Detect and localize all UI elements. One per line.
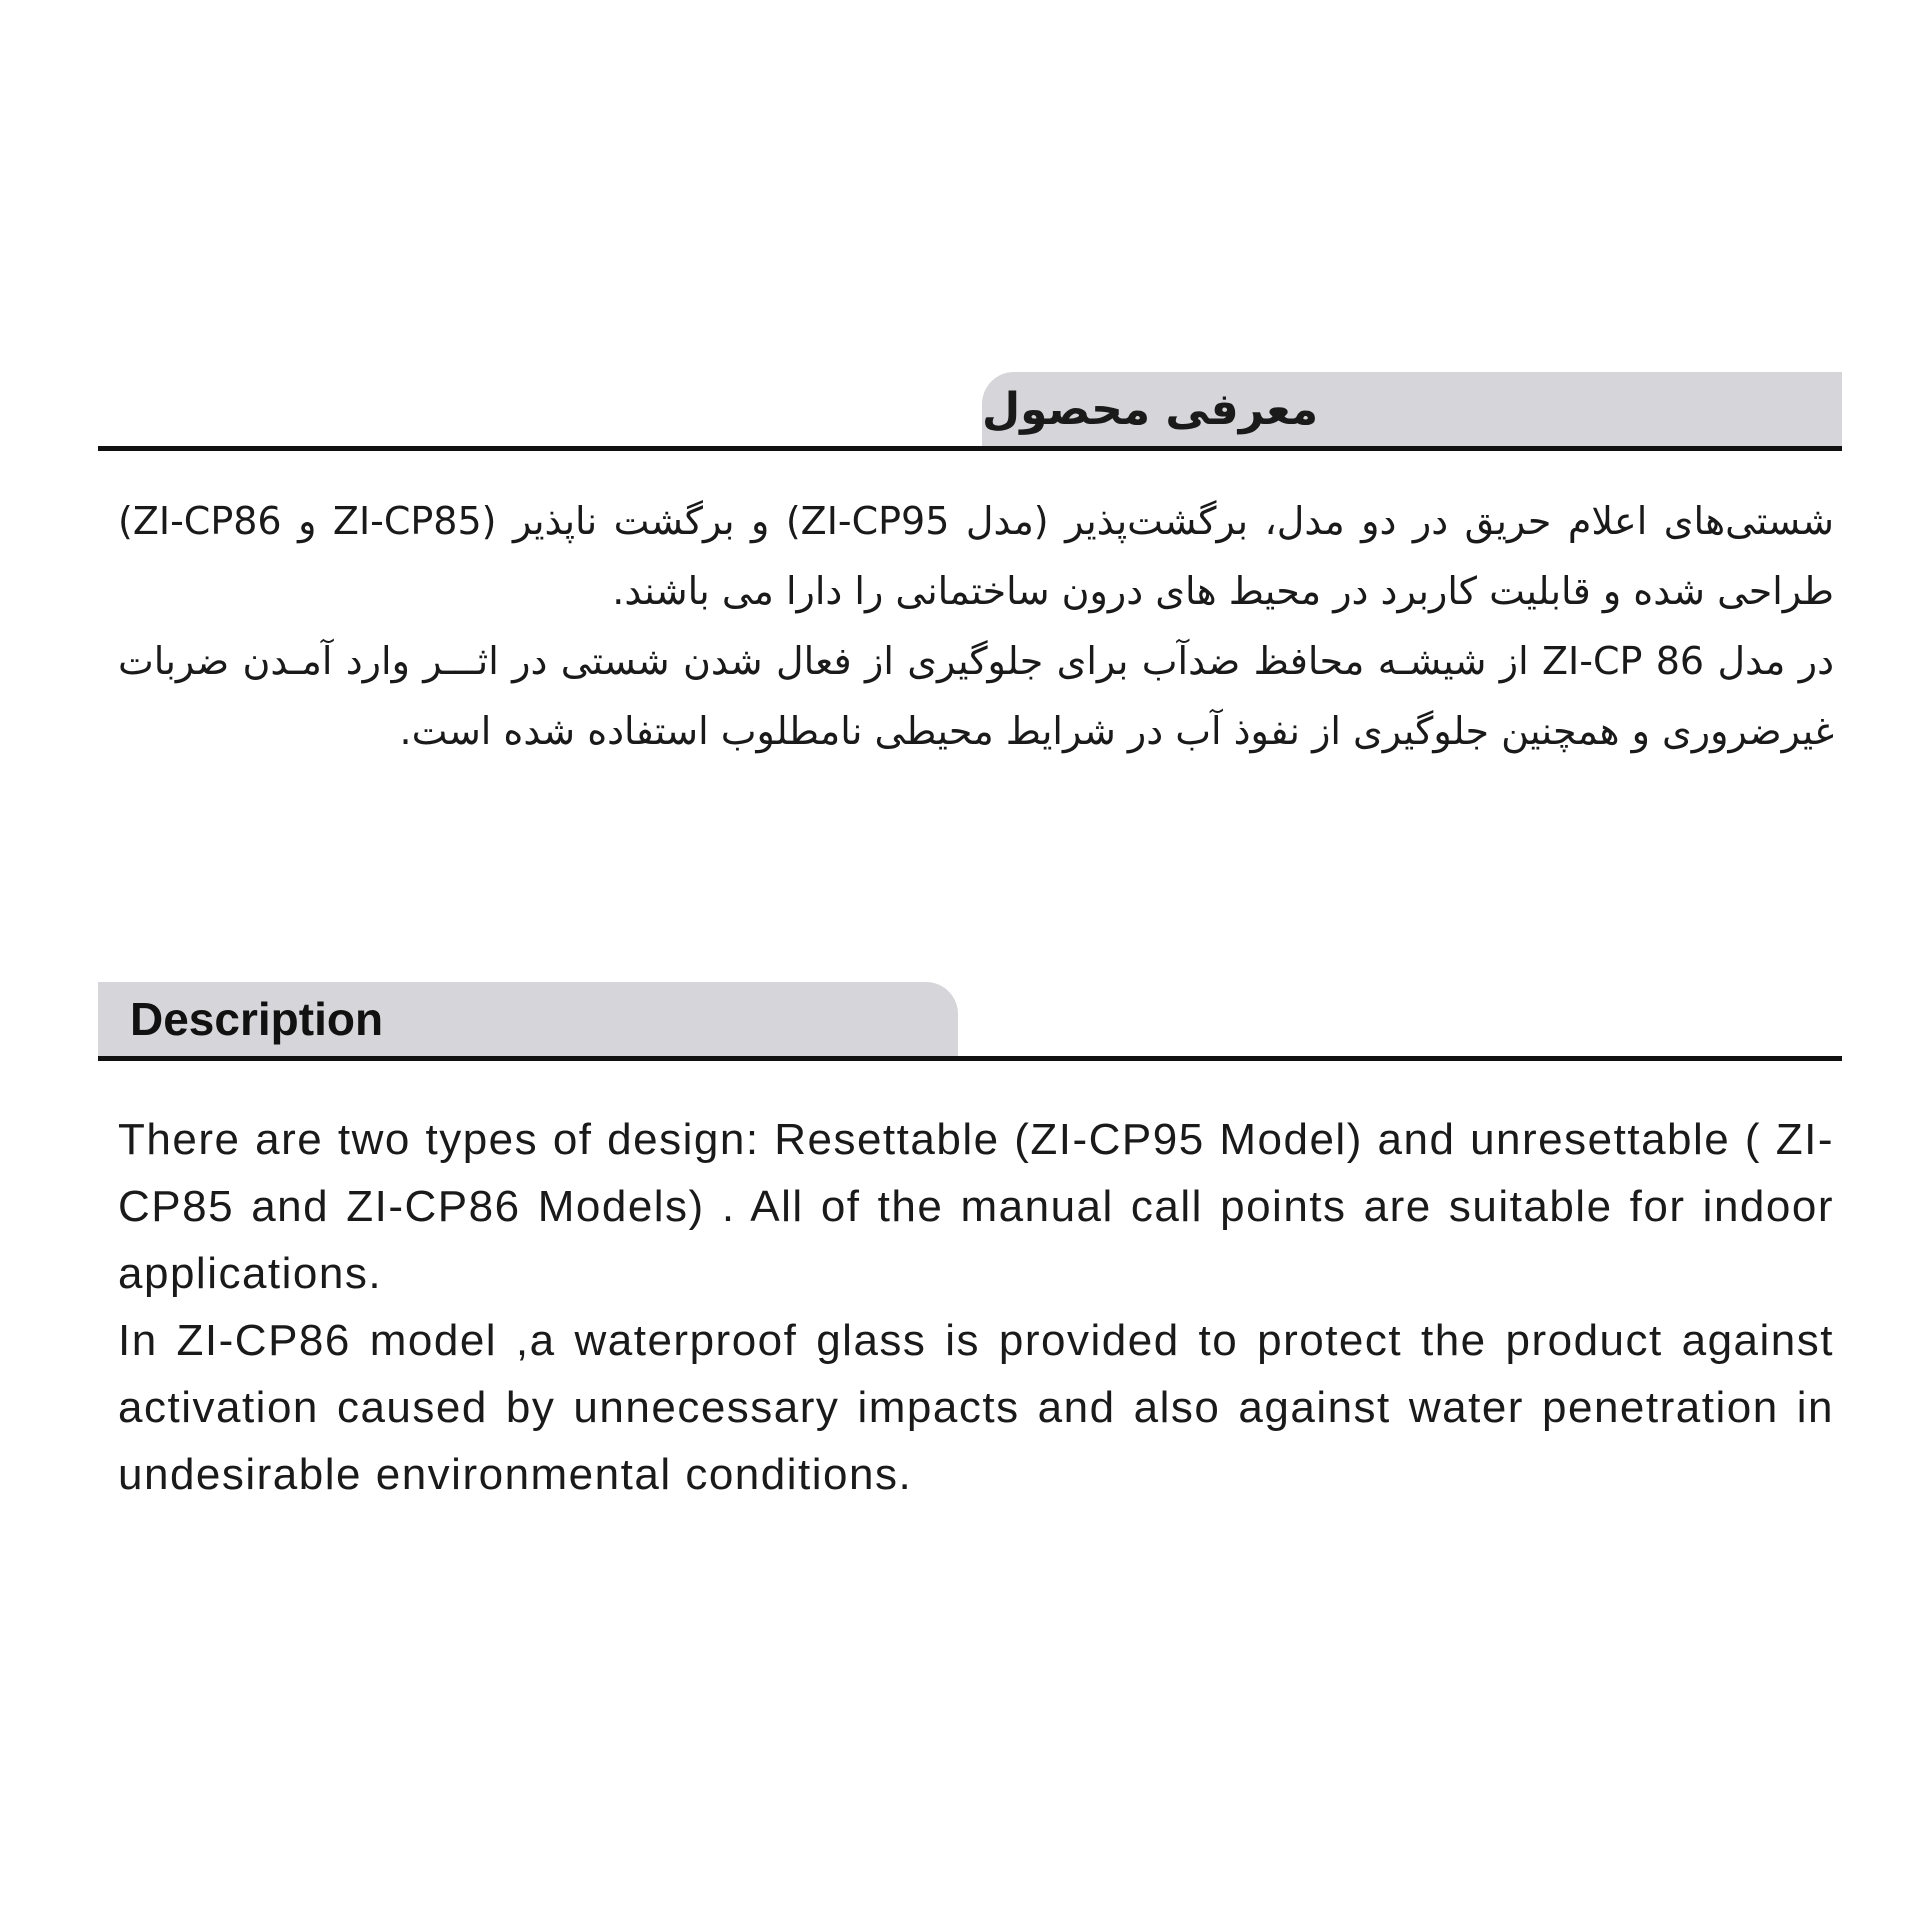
english-body [118,1106,1834,1508]
english-paragraph-1: There are two types of design: Resettable (ZI-CP95 Model) and unresettable ( ZI-CP85 and ZI-CP86 Models) . All of the manual call points are suitable for indoor applications. [118,1115,1834,1298]
english-heading-tab [98,982,958,1056]
farsi-section [98,372,1842,792]
english-section [98,982,1842,1542]
farsi-body [118,486,1834,766]
english-heading-rule [98,1056,1842,1061]
farsi-heading: معرفی محصول [982,383,1319,435]
farsi-paragraph-2: در مدل ZI-CP 86 از شیشـه محافظ ضدآب برای جلوگیری از فعال شدن شستی در اثـــر وارد آمـدن ضربات غیرضروری و همچنین جلوگیری از نفوذ آب در شرایط محیطی نامطلوب استفاده شده است. [118,639,1834,753]
english-heading: Description [130,993,384,1045]
farsi-heading-rule [98,446,1842,451]
farsi-paragraph-1: شستی‌های اعلام حریق در دو مدل، برگشت‌پذیر (مدل ZI-CP95) و برگشت ناپذیر (ZI-CP85 و ZI-CP86) طراحی شده و قابلیت کاربرد در محیط های درون ساختمانی را دارا می باشند. [118,499,1834,613]
english-paragraph-2: In ZI-CP86 model ,a waterproof glass is provided to protect the product against activation caused by unnecessary impacts and also against water penetration in undesirable environmental conditions. [118,1316,1834,1499]
farsi-heading-tab [982,372,1842,446]
